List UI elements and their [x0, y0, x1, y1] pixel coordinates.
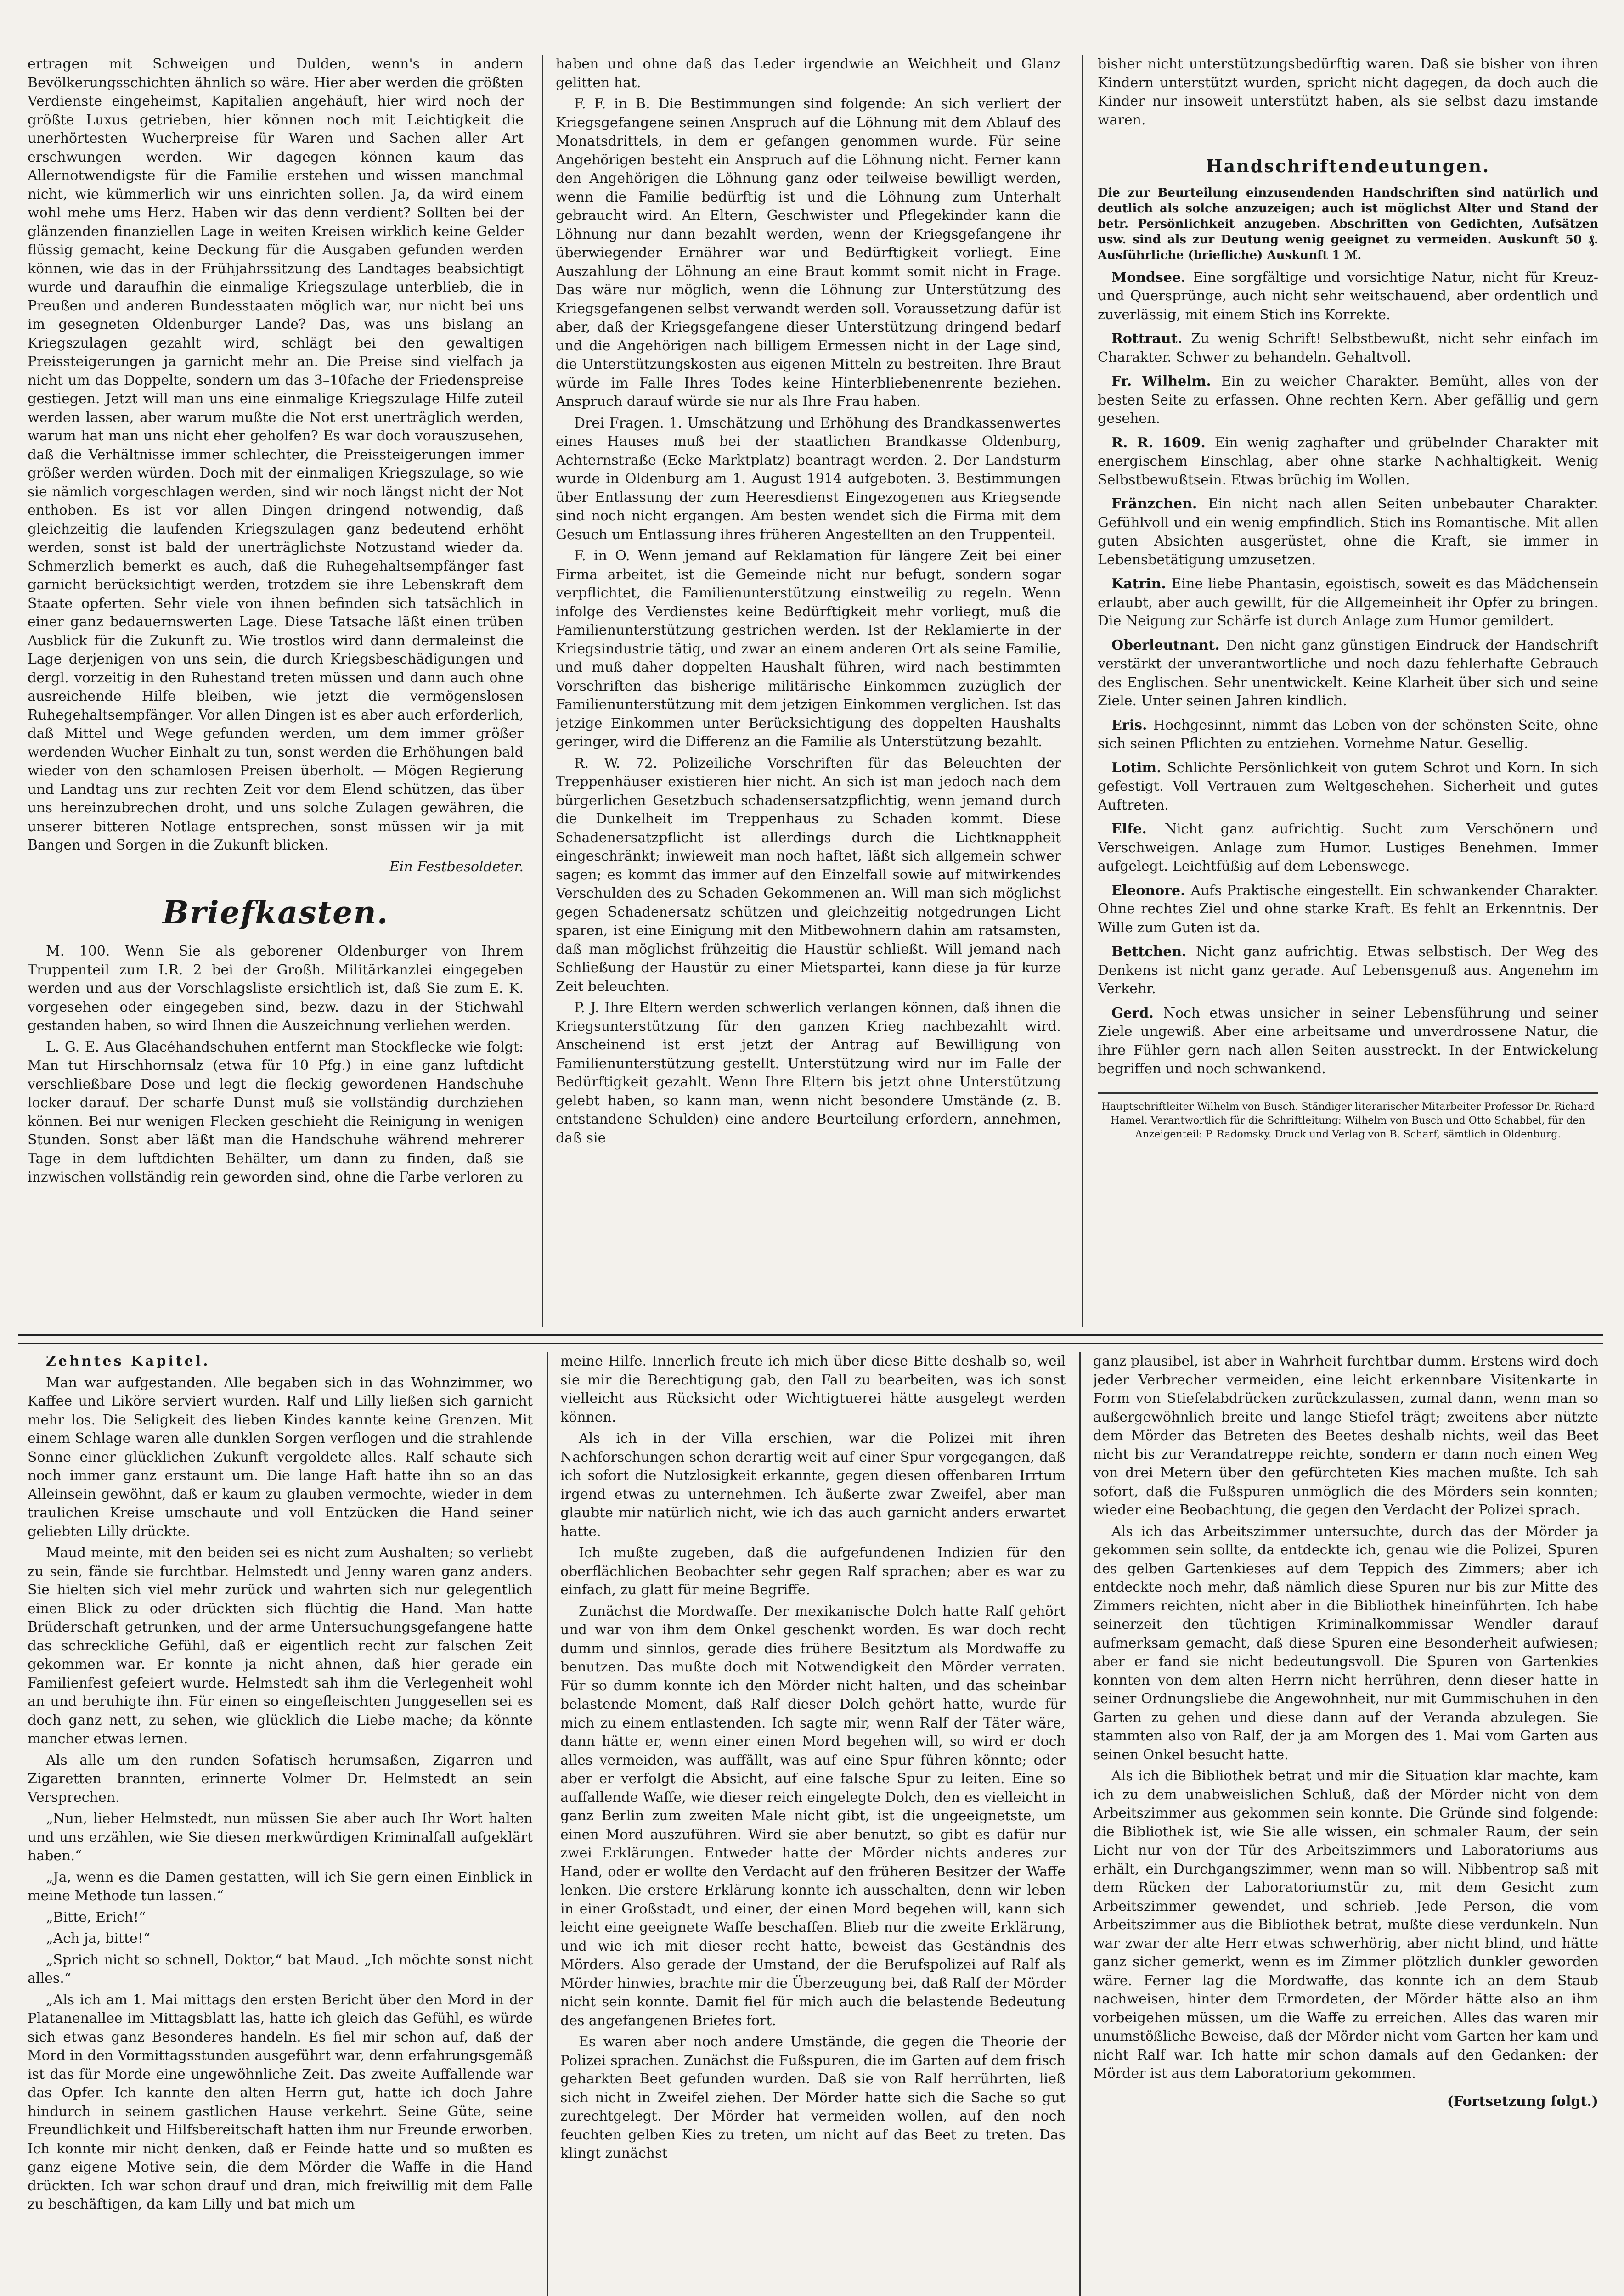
handwriting-entry-text: Eine liebe Phantasin, egoistisch, soweit es das Mädchensein erlaubt, aber auch gewillt, für die Allgemeinheit ihr Opfer zu bringen. Die Neigung zur Schärfe ist durch Anlage zum Humor gemildert. [1098, 576, 1598, 629]
feuilleton-divider [18, 1334, 1603, 1344]
novel-paragraph: Als ich in der Villa erschien, war die Polizei mit ihren Nachforschungen schon derartig weit auf einer Spur vorgegangen, daß ich sofort die Nutzlosigkeit erkannte, gegen diesen offenbaren Irrtum irgend etwas zu unternehmen. Ich äußerte zwar Zweifel, aber man glaubte mir natürlich nicht, wie ich das auch garnicht anders erwartet hatte. [560, 1430, 1066, 1540]
handwriting-entry-text: Noch etwas unsicher in seiner Lebensführung und seiner Ziele ungewiß. Aber eine arbeitsame und unverdrossene Natur, die ihre Fühler gern nach allen Seiten ausstreckt. In der Entwickelung begriffen und noch schwankend. [1098, 1005, 1598, 1077]
handwriting-entry [1098, 716, 1598, 754]
handwriting-entry-name: Eleonore. [1111, 882, 1191, 899]
handwriting-entry [1098, 882, 1598, 938]
handwriting-entry-name: Elfe. [1111, 821, 1165, 837]
handwriting-entry-name: Katrin. [1111, 576, 1172, 592]
briefkasten-heading: Briefkasten. [162, 895, 389, 931]
handwriting-entry [1098, 575, 1598, 631]
novel-column-1 [28, 1352, 533, 2296]
continued-note: (Fortsetzung folgt.) [1447, 2093, 1598, 2110]
handwriting-entry-name: Rottraut. [1111, 331, 1191, 347]
briefkasten-answer: bisher nicht unterstützungsbedürftig waren. Daß sie bisher von ihren Kindern unterstützt wurden, spricht nicht dagegen, da doch auch die Kinder nur insoweit unterstützt haben, als sie selbst dazu imstande waren. [1098, 56, 1598, 128]
briefkasten-answer: P. J. Ihre Eltern werden schwerlich verlangen können, daß ihnen die Kriegsunterstützung für den ganzen Krieg nachbezahlt wird. Anscheinend ist erst jetzt der Antrag auf Bewilligung von Familienunterstützung gestellt. Unterstützung wird nur im Falle der Bedürftigkeit gezahlt. Wenn Ihre Eltern bis jetzt ohne Unterstützung gelebt haben, so kann man, wenn nicht besondere Umstände (z. B. entstandene Schulden) eine andere Beurteilung erfordern, annehmen, daß sie [556, 1000, 1061, 1146]
handwriting-entry-text: Ein nicht nach allen Seiten unbebauter Charakter. Gefühlvoll und ein wenig empfindlich. Stich ins Romantische. Mit allen guten Absichten ausgerüstet, ohne die Kraft, sie immer in Lebensbetätigung umzusetzen. [1098, 496, 1598, 568]
letter-signature: Ein Festbesoldeter. [389, 858, 524, 875]
upper-section [28, 55, 1598, 1322]
novel-paragraph: Als alle um den runden Sofatisch herumsaßen, Zigarren und Zigaretten brannten, erinnerte Volmer Dr. Helmstedt an sein Versprechen. [28, 1752, 533, 1806]
handwriting-entry-name: Fränzchen. [1111, 496, 1208, 512]
novel-paragraph: Es waren aber noch andere Umstände, die gegen die Theorie der Polizei sprachen. Zunächst die Fußspuren, die im Garten auf dem frisch geharkten Beet gefunden wurden. Daß sie von Ralf herrührten, ließ sich nicht in Zweifel ziehen. Der Mörder hatte sich die Sache so gut zurechtgelegt. Der Mörder hat vermeiden wollen, auf den noch feuchten gelben Kies zu treten, um nicht auf das Beet zu treten. Das klingt zunächst [560, 2034, 1066, 2161]
novel-paragraph: Maud meinte, mit den beiden sei es nicht zum Aushalten; so verliebt zu sein, fände sie furchtbar. Helmstedt und Jenny waren ganz anders. Sie hielten sich viel mehr zurück und wahrten sich nur gelegentlich einen Blick zu oder drückten sich flüchtig die Hand. Man hatte Brüderschaft getrunken, und der arme Untersuchungsgefangene hatte das schreckliche Gefühl, daß er eigentlich recht zur falschen Zeit gekommen war. Er konnte ja nicht ahnen, daß hier gerade ein Familienfest gefeiert wurde. Helmstedt sah ihm die Verlegenheit wohl an und beruhigte ihn. Für einen so eingefleischten Junggesellen sei es doch ganz nett, zu sehen, wie glücklich die Liebe mache; da könnte mancher etwas lernen. [28, 1545, 533, 1747]
handwriting-entry [1098, 1004, 1598, 1079]
briefkasten-answer: L. G. E. Aus Glacéhandschuhen entfernt man Stockflecke wie folgt: Man tut Hirschhornsalz (etwa für 10 Pfg.) in eine ganz luftdicht verschließbare Dose und legt die fleckig gewordenen Handschuhe locker darauf. Der scharfe Dunst muß sie vollständig durchziehen können. Bei nur wenigen Flecken geschieht die Reinigung in wenigen Stunden. Sonst aber läßt man die Handschuhe während mehrerer Tage in dem luftdichten Behälter, um dann zu finden, daß sie inzwischen vollständig rein geworden sind, ohne die Farbe verloren zu [28, 1039, 524, 1185]
briefkasten-answer: M. 100. Wenn Sie als geborener Oldenburger von Ihrem Truppenteil zum I.R. 2 bei der Großh. Militärkanzlei eingegeben werden und aus der Vorschlagsliste ersichtlich ist, daß Sie zum E. K. vorgesehen oder eingegeben sind, bezw. dazu in der Stichwahl gestanden haben, so wird Ihnen die Auszeichnung verliehen werden. [28, 943, 524, 1034]
novel-paragraph: Man war aufgestanden. Alle begaben sich in das Wohnzimmer, wo Kaffee und Liköre serviert wurden. Ralf und Lilly ließen sich garnicht mehr los. Die Seligkeit des lieben Kindes kannte keine Grenzen. Mit einem Schlage waren alle dunklen Sorgen verflogen und die strahlende Sonne einer glücklichen Zukunft vergoldete alles. Ralf schaute sich noch immer ganz erstaunt um. Die lange Haft hatte ihn so an das Alleinsein gewöhnt, daß er kaum zu glauben vermochte, wieder in dem traulichen Kreise umschaute und voll Entzücken die Hand seiner geliebten Lilly drückte. [28, 1374, 533, 1540]
handwriting-entry [1098, 943, 1598, 999]
handwriting-entry-name: Mondsee. [1111, 269, 1193, 286]
handwriting-entry [1098, 269, 1598, 325]
column-briefkasten-continued [556, 55, 1061, 1322]
column-divider [542, 55, 543, 1327]
novel-paragraph: „Ja, wenn es die Damen gestatten, will ich Sie gern einen Einblick in meine Methode tun lassen.“ [28, 1869, 533, 1904]
handwriting-entry [1098, 495, 1598, 569]
handwriting-entry-text: Zu wenig Schrift! Selbstbewußt, nicht sehr einfach im Charakter. Schwer zu behandeln. Gehaltvoll. [1098, 331, 1598, 366]
novel-paragraph: „Sprich nicht so schnell, Doktor,“ bat Maud. „Ich möchte sonst nicht alles.“ [28, 1952, 533, 1986]
column-divider [547, 1352, 548, 2296]
handwriting-entry-text: Hochgesinnt, nimmt das Leben von der schönsten Seite, ohne sich seinen Pflichten zu entziehen. Vornehme Natur. Gesellig. [1098, 717, 1598, 752]
novel-paragraph: ganz plausibel, ist aber in Wahrheit furchtbar dumm. Erstens wird doch jeder Verbrecher vermeiden, eine leicht erkennbare Visitenkarte in Form von Stiefelabdrücken zurückzulassen, zumal dann, wenn man so außergewöhnlich breite und lange Stiefel trägt; zweitens aber nützte dem Mörder das Betreten des Beetes deshalb nichts, weil das Beet nicht bis zur Verandatreppe reichte, sondern er dann noch einen Weg von drei Metern über den gefürchteten Kies machen mußte. Ich sah sofort, daß die Fußspuren unmöglich die des Mörders sein konnten; wieder eine Beobachtung, die gegen den Verdacht der Polizei sprach. [1093, 1353, 1598, 1518]
imprint: Hauptschriftleiter Wilhelm von Busch. Ständiger literarischer Mitarbeiter Professor Dr. Richard Hamel. Verantwortlich für die Schriftleitung: Wilhelm von Busch und Otto Schabbel, für den Anzeigenteil: P. Radomsky. Druck und Verlag von B. Scharf, sämtlich in Oldenburg. [1098, 1092, 1598, 1142]
handwriting-entry [1098, 330, 1598, 367]
handwriting-entry-text: Aufs Praktische eingestellt. Ein schwankender Charakter. Ohne rechtes Ziel und ohne starke Kraft. Es fehlt an Erkenntnis. Der Wille zum Guten ist da. [1098, 882, 1598, 936]
briefkasten-answer: F. F. in B. Die Bestimmungen sind folgende: An sich verliert der Kriegsgefangene seinen Anspruch auf die Löhnung mit dem Ablauf des Monatsdrittels, in dem er gefangen genommen wurde. Für seine Angehörigen besteht ein Anspruch auf die Löhnung nicht. Ferner kann den Angehörigen die Löhnung ganz oder teilweise bewilligt werden, wenn die Familie bedürftig ist und die Löhnung zum Unterhalt gebraucht wird. An Eltern, Geschwister und Pflegekinder kann die Löhnung nur dann bezahlt werden, wenn der Kriegsgefangene ihr überwiegender Ernährer war und Bedürftigkeit vorliegt. Eine Auszahlung der Löhnung an eine Braut kommt somit nicht in Frage. Das wäre nur möglich, wenn die Löhnung zur Unterstützung des Kriegsgefangenen selbst verwandt werden soll. Voraussetzung dafür ist aber, daß der Kriegsgefangene dieser Unterstützung dringend bedarf und die Angehörigen nach billigem Ermessen nicht in der Lage sind, die Unterstützungskosten aus eigenen Mitteln zu bestreiten. Ihre Braut würde im Falle Ihres Todes keine Hinterbliebenenrente beziehen. Anspruch darauf würde sie nur als Ihre Frau haben. [556, 96, 1061, 410]
chapter-heading: Zehntes Kapitel. [46, 1353, 210, 1369]
handwriting-entry [1098, 434, 1598, 490]
novel-column-2 [560, 1352, 1066, 2296]
feuilleton-section [28, 1352, 1598, 2296]
handwriting-entry-text: Eine sorgfältige und vorsichtige Natur, nicht für Kreuz- und Quersprünge, auch nicht sehr weitschauend, aber ordentlich und zuverlässig, mit einem Stich ins Korrekte. [1098, 269, 1598, 323]
novel-paragraph: Als ich die Bibliothek betrat und mir die Situation klar machte, kam ich zu dem unabweislichen Schluß, daß der Mörder nicht von dem Arbeitszimmer aus gekommen sein konnte. Die Gründe sind folgende: die Bibliothek ist, wie Sie alle wissen, ein schmaler Raum, der sein Licht nur von der Tür des Arbeitszimmers und Laboratoriums aus erhält, ein Durchgangszimmer, wenn man so will. Nibbentrop saß mit dem Rücken der Laboratoriumstür zu, mit dem Gesicht zum Arbeitszimmer gewendet, und schrieb. Jede Person, die vom Arbeitszimmer aus die Bibliothek betrat, mußte diese verdunkeln. Nun war zwar der alte Herr etwas schwerhörig, aber nicht blind, und hätte ganz sicher gemerkt, wenn es im Zimmer plötzlich dunkler geworden wäre. Ferner lag die Mordwaffe, das konnte ich an dem Staub nachweisen, hinter dem Ermordeten, der Mörder hätte also an ihm vorbeigehen müssen, um die Waffe zu erreichen. Alles das waren mir unumstößliche Beweise, daß der Mörder nicht vom Garten her kam und nicht Ralf war. Ich hatte mir schon damals auf den Gedanken: der Mörder ist aus dem Laboratorium gekommen. [1093, 1768, 1598, 2082]
briefkasten-answer: F. in O. Wenn jemand auf Reklamation für längere Zeit bei einer Firma arbeitet, ist die Gemeinde nicht nur befugt, sondern sogar verpflichtet, die Familienunterstützung einstweilig zu regeln. Wenn infolge des Verdienstes keine Bedürftigkeit mehr vorliegt, muß die Familienunterstützung gestrichen werden. Ist der Reklamierte in der Kriegsindustrie tätig, und zwar an einem anderen Ort als seine Familie, und muß daher doppelten Haushalt führen, wird nach bestimmten Vorschriften das bisherige militärische Einkommen zuzüglich der Familienunterstützung mit dem jetzigen Einkommen verglichen. Ist das jetzige Einkommen unter Berücksichtigung des doppelten Haushalts geringer, wird die Differenz an die Familie als Unterstützung bezahlt. [556, 548, 1061, 750]
novel-paragraph: „Ach ja, bitte!“ [46, 1930, 151, 1947]
novel-paragraph: Zunächst die Mordwaffe. Der mexikanische Dolch hatte Ralf gehört und war von ihm dem Onkel geschenkt worden. Es war doch recht dumm und sinnlos, gerade dies frühere Besitztum als Mordwaffe zu benutzen. Das mußte doch mit Notwendigkeit den Mörder verraten. Für so dumm konnte ich den Mörder nicht halten, und das scheinbar belastende Moment, daß Ralf dieser Dolch gehört hatte, wurde für mich zu einem entlastenden. Ich sagte mir, wenn Ralf der Täter wäre, dann hätte er, wenn einer einen Mord begehen will, so wird er doch alles vermeiden, was auffällt, was auf eine Spur führen könnte; oder aber er verfolgt die Absicht, auf eine falsche Spur zu leiten. Eine so auffallende Waffe, wie dieser reich eingelegte Dolch, den es vielleicht in ganz Berlin zum zweiten Male nicht gibt, ist die ungeeignetste, um einen Mord auszuführen. Wird sie aber benutzt, so gibt es dafür nur zwei Erklärungen. Entweder hatte der Mörder nichts anderes zur Hand, oder er wollte den Verdacht auf den früheren Besitzer der Waffe lenken. Die erstere Erklärung konnte ich ausschalten, denn wir leben in einer Großstadt, und einer, der einen Mord begehen will, kann sich leicht eine geeignete Waffe beschaffen. Blieb nur die zweite Erklärung, und wie ich mit dieser recht hatte, beweist das Geständnis des Mörders. Also gerade der Umstand, der die Berufspolizei auf Ralf als Mörder hinwies, brachte mir die Überzeugung bei, daß Ralf der Mörder nicht sein konnte. Damit fiel für mich auch die belastende Bedeutung des angefangenen Briefes fort. [560, 1603, 1066, 2029]
handwriting-heading: Handschriftendeutungen. [1206, 156, 1490, 176]
handwriting-entry [1098, 372, 1598, 428]
handwriting-entry-text: Schlichte Persönlichkeit von gutem Schrot und Korn. In sich gefestigt. Voll Vertrauen zum Weltgeschehen. Sicherheit und gutes Auftreten. [1098, 760, 1598, 813]
handwriting-entry-name: Gerd. [1111, 1005, 1163, 1021]
novel-paragraph: „Bitte, Erich!“ [46, 1909, 146, 1925]
novel-paragraph: Ich mußte zugeben, daß die aufgefundenen Indizien für den oberflächlichen Beobachter sehr gegen Ralf sprachen; aber es war zu einfach, zu glatt für meine Begriffe. [560, 1545, 1066, 1598]
novel-paragraph: meine Hilfe. Innerlich freute ich mich über diese Bitte deshalb so, weil sie mir die Berechtigung gab, den Fall zu bearbeiten, was ich sonst vielleicht aus Rücksicht oder Wichtigtuerei hätte ausgelegt werden können. [560, 1353, 1066, 1425]
column-letters-to-editor [28, 55, 524, 1322]
novel-paragraph: „Nun, lieber Helmstedt, nun müssen Sie aber auch Ihr Wort halten und uns erzählen, wie Sie diesen merkwürdigen Kriminalfall aufgeklärt haben.“ [28, 1811, 533, 1864]
handwriting-entry-text: Nicht ganz aufrichtig. Sucht zum Verschönern und Verschweigen. Anlage zum Humor. Lustiges Benehmen. Immer aufgelegt. Leichtfüßig auf dem Lebenswege. [1098, 821, 1598, 874]
handwriting-entry-name: Eris. [1111, 717, 1153, 733]
column-divider [1082, 55, 1083, 1327]
briefkasten-answer: R. W. 72. Polizeiliche Vorschriften für das Beleuchten der Treppenhäuser existieren hier nicht. An sich ist man jedoch nach dem bürgerlichen Gesetzbuch schadensersatzpflichtig, wenn jemand durch die Dunkelheit im Treppenhaus zu Schaden kommt. Diese Schadenersatzpflicht ist allerdings durch die Lichtknappheit eingeschränkt; inwieweit man noch haftet, läßt sich allgemein schwer sagen; es kommt das immer auf den Einzelfall sowie auf mitwirkendes Verschulden des zu Schaden Gekommenen an. Will man sich möglichst gegen Schadenersatz schützen und gleichzeitig notgedrungen Licht sparen, ist eine Einigung mit den Mitbewohnern dahin am ratsamsten, daß man möglichst frühzeitig die Haustür schließt. Will jemand nach Schließung der Haustür zu einer Mietspartei, kann diese ja für kurze Zeit beleuchten. [556, 755, 1061, 995]
handwriting-entries [1098, 269, 1598, 1079]
handwriting-notice: Die zur Beurteilung einzusendenden Handschriften sind natürlich und deutlich als solche anzuzeigen; auch ist möglichst Alter und Stand der betr. Persönlichkeit anzugeben. Abschriften von Gedichten, Aufsätzen usw. sind als zur Deutung wenig geeignet zu vermeiden. Auskunft 50 ₰. Ausführliche (briefliche) Auskunft 1 ℳ. [1098, 186, 1598, 262]
novel-column-3 [1093, 1352, 1598, 2296]
handwriting-entry-text: Den nicht ganz günstigen Eindruck der Handschrift verstärkt der unverantwortliche und noch dazu fehlerhafte Gebrauch des Englischen. Sehr unentwickelt. Keine Klarheit über sich und seine Ziele. Unter seinen Jahren kindlich. [1098, 637, 1598, 709]
handwriting-entry [1098, 820, 1598, 876]
briefkasten-answer: haben und ohne daß das Leder irgendwie an Weichheit und Glanz gelitten hat. [556, 56, 1061, 91]
handwriting-entry [1098, 636, 1598, 711]
handwriting-entry [1098, 759, 1598, 815]
handwriting-entry-text: Ein zu weicher Charakter. Bemüht, alles von der besten Seite zu erfassen. Ohne rechten Kern. Aber gefällig und gern gesehen. [1098, 373, 1598, 427]
handwriting-entry-name: Lotim. [1111, 760, 1167, 776]
novel-paragraph: Als ich das Arbeitszimmer untersuchte, durch das der Mörder ja gekommen sein sollte, da entdeckte ich, genau wie die Polizei, Spuren des gelben Gartenkieses auf dem Teppich des Zimmers; aber ich entdeckte noch mehr, daß nämlich diese Spuren nur bis zur Mitte des Zimmers reichten, nicht aber in die Bibliothek hineinführten. Ich habe seinerzeit den tüchtigen Kriminalkommissar Wendler darauf aufmerksam gemacht, daß diese Spuren eine Besonderheit aufwiesen; aber er fand sie nicht bedeutungsvoll. Die Spuren von Gartenkies konnten von dem alten Herrn nicht herrühren, denn dieser hatte in seiner Ordnungsliebe die Angewohnheit, nur mit Gummischuhen in den Garten zu gehen und diese dann auf der Veranda abzulegen. Sie stammten also von Ralf, der ja am Morgen des 1. Mai vom Garten aus seinen Onkel besucht hatte. [1093, 1523, 1598, 1763]
reader-letter-text: ertragen mit Schweigen und Dulden, wenn's in andern Bevölkerungsschichten ähnlich so wäre. Hier aber werden die größten Verdienste eingeheimst, Kapitalien angehäuft, hier wird noch der größte Luxus getrieben, hier können noch mit Leichtigkeit die unerhörtesten Wucherpreise für Waren und Sachen aller Art erschwungen werden. Wir dagegen können kaum das Allernotwendigste für die Familie erstehen und wissen manchmal nicht, wie kümmerlich wir uns einrichten sollen. Ja, da wird einem wohl mehe ums Herz. Haben wir das denn verdient? Sollten bei der glänzenden finanziellen Lage in weiten Kreisen wirklich keine Gelder flüssig gemacht, keine Deckung für die Ausgaben gefunden werden können, wie das in der Frühjahrssitzung des Landtages beabsichtigt wurde und daraufhin die einmalige Kriegszulage unterblieb, die in Preußen und anderen Bundesstaaten möglich war, nur nicht bei uns im gesegneten Oldenburger Lande? Das, was uns bislang an Kriegszulagen gezahlt wird, schlägt bei den gewaltigen Preissteigerungen ja garnicht mehr an. Die Preise sind vielfach ja nicht um das Doppelte, sondern um das 3–10fache der Friedenspreise gestiegen. Jetzt will man uns eine einmalige Kriegszulage Hilfe zuteil werden lassen, aber warum mußte die Not erst unerträglich werden, warum hat man uns nicht eher geholfen? Es war doch vorauszusehen, daß die Verhältnisse immer schlechter, die Preissteigerungen immer größer werden würden. Doch mit der einmaligen Kriegszulage, so wie sie nämlich vorgeschlagen werden, sind wir noch längst nicht der Not enthoben. Es ist vor allen Dingen dringend notwendig, daß gleichzeitig die laufenden Kriegszulagen ganz bedeutend erhöht werden, sonst ist bald der unerträglichste Notzustand wieder da. Schmerzlich bemerkt es auch, daß die Ruhegehaltsempfänger fast garnicht berücksichtigt werden, trotzdem sie ihre Lebenskraft dem Staate opferten. Sehr viele von ihnen befinden sich tatsächlich in einer ganz bedauernswerten Lage. Diese Tatsache läßt einen trüben Ausblick für die Zukunft zu. Wie trostlos wird dann dermaleinst die Lage derjenigen von uns sein, die durch Kriegsbeschädigungen und dergl. vorzeitig in den Ruhestand treten müssen und dann auch ohne ausreichende Hilfe bleiben, wie jetzt die vermögenslosen Ruhegehaltsempfänger. Vor allen Dingen ist es aber auch erforderlich, daß Mittel und Wege gefunden werden, um dem immer größer werdenden Wucher Einhalt zu tun, sonst werden die Erhöhungen bald wieder von den schamlosen Preisen überholt. — Mögen Regierung und Landtag uns zur rechten Zeit vor dem Elend schützen, das über uns hereinzubrechen droht, und uns solche Zulagen gewähren, die unserer bitteren Notlage entsprechen, sonst müssen wir ja mit Bangen und Sorgen in die Zukunft blicken. [28, 56, 524, 853]
handwriting-entry-name: R. R. 1609. [1111, 434, 1215, 451]
column-handwriting [1098, 55, 1598, 1322]
column-divider [1079, 1352, 1081, 2296]
novel-paragraph: „Als ich am 1. Mai mittags den ersten Bericht über den Mord in der Platanenallee im Mittagsblatt las, hatte ich gleich das Gefühl, es würde sich etwas ganz Besonderes handeln. Es fiel mir schon auf, daß der Mord in den Vormittagsstunden ausgeführt war, denn erfahrungsgemäß ist das für Morde eine ungewöhnliche Zeit. Das zweite Auffallende war das Opfer. Ich kannte den alten Herrn gut, hatte ich doch Jahre hindurch in seinem gastlichen Hause verkehrt. Seine Güte, seine Freundlichkeit und Hilfsbereitschaft hatten ihm nur Freunde erworben. Ich konnte mir nicht denken, daß er Feinde hatte und so mußten es ganz eigene Motive sein, die dem Mörder die Waffe in die Hand drückten. Ich war schon drauf und dran, mich freiwillig mit dem Falle zu beschäftigen, da kam Lilly und bat mich um [28, 1992, 533, 2212]
handwriting-entry-text: Ein wenig zaghafter und grübelnder Charakter mit energischem Einschlag, aber ohne starke Nachhaltigkeit. Wenig Selbstbewußtsein. Etwas brüchig im Wollen. [1098, 434, 1598, 488]
handwriting-entry-name: Oberleutnant. [1111, 637, 1226, 653]
handwriting-entry-name: Fr. Wilhelm. [1111, 373, 1221, 389]
handwriting-entry-name: Bettchen. [1111, 944, 1196, 960]
briefkasten-answer: Drei Fragen. 1. Umschätzung und Erhöhung des Brandkassenwertes eines Hauses muß bei der staatlichen Brandkasse Oldenburg, Achternstraße (Ecke Marktplatz) beantragt werden. 2. Der Landsturm wurde in Oldenburg am 1. August 1914 aufgeboten. 3. Bestimmungen über Entlassung der zum Heeresdienst Eingezogenen aus Kriegsende sind noch nicht ergangen. Am besten wendet sich die Firma mit dem Gesuch um Entlassung ihres früheren Angestellten an den Truppenteil. [556, 415, 1061, 543]
handwriting-entry-text: Nicht ganz aufrichtig. Etwas selbstisch. Der Weg des Denkens ist nicht ganz gerade. Auf Lebensgenuß aus. Angenehm im Verkehr. [1098, 944, 1598, 997]
